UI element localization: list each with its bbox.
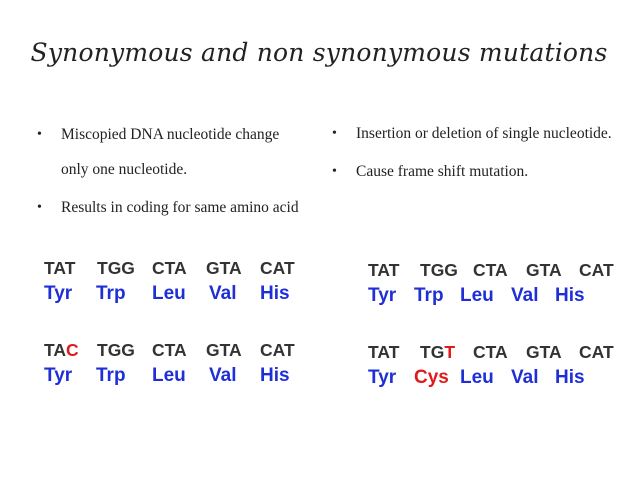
codon: CTA [152, 258, 187, 278]
mutated-base: T [444, 342, 456, 362]
amino-acid: Val [511, 285, 539, 306]
codon-row [44, 338, 304, 362]
amino-acid: Leu [152, 365, 186, 386]
amino-acid: Trp [96, 365, 126, 386]
bullet-icon: • [332, 126, 337, 141]
amino-acid: Leu [460, 285, 494, 306]
amino-acid-row [368, 282, 623, 310]
codon: TAT [368, 260, 400, 280]
amino-acid: His [260, 365, 290, 386]
amino-acid: Trp [414, 285, 444, 306]
codon: GTA [206, 340, 242, 360]
codon-row [368, 340, 623, 364]
codon: CAT [260, 340, 295, 360]
mutated-codon: TGT [420, 342, 456, 362]
bullet-icon: • [332, 164, 337, 179]
amino-acid: Tyr [368, 367, 397, 388]
amino-acid: Tyr [44, 365, 73, 386]
amino-acid: Val [511, 367, 539, 388]
codon: GTA [206, 258, 242, 278]
bullet-item [332, 154, 622, 189]
codon-row [368, 258, 623, 282]
amino-acid: Trp [96, 283, 126, 304]
amino-acid: Leu [152, 283, 186, 304]
bullet-item [37, 117, 307, 187]
codon: GTA [526, 260, 562, 280]
amino-acid: His [555, 285, 585, 306]
amino-acid: Leu [460, 367, 494, 388]
codon: CTA [473, 260, 508, 280]
right-mutant-sequence [368, 340, 623, 392]
codon: CTA [152, 340, 187, 360]
codon: CAT [579, 260, 614, 280]
amino-acid: His [260, 283, 290, 304]
mutated-base: C [66, 340, 79, 360]
codon: TGG [97, 340, 135, 360]
bullet-text: Insertion or deletion of single nucleotide. [356, 125, 612, 142]
codon: TGG [97, 258, 135, 278]
codon: CTA [473, 342, 508, 362]
amino-acid: Val [209, 365, 237, 386]
codon: TAT [368, 342, 400, 362]
codon-row [44, 256, 304, 280]
amino-acid: His [555, 367, 585, 388]
amino-acid-row [44, 362, 304, 390]
codon: CAT [579, 342, 614, 362]
codon: CAT [260, 258, 295, 278]
left-mutant-sequence [44, 338, 304, 390]
bullet-item [332, 116, 622, 151]
bullet-text: Results in coding for same amino acid [61, 199, 299, 216]
bullet-text: Miscopied DNA nucleotide change only one nucleotide. [61, 126, 280, 178]
left-bullet-list [37, 117, 307, 228]
amino-acid-row [368, 364, 623, 392]
slide-title: Synonymous and non synonymous mutations [30, 38, 608, 67]
mutated-codon: TAC [44, 340, 79, 360]
amino-acid: Tyr [44, 283, 73, 304]
bullet-text: Cause frame shift mutation. [356, 163, 529, 180]
codon: TGG [420, 260, 458, 280]
right-original-sequence [368, 258, 623, 310]
amino-acid: Tyr [368, 285, 397, 306]
amino-acid: Val [209, 283, 237, 304]
right-bullet-list [332, 116, 622, 192]
codon: GTA [526, 342, 562, 362]
amino-acid-row [44, 280, 304, 308]
mutated-amino-acid: Cys [414, 367, 449, 388]
bullet-icon: • [37, 200, 42, 215]
bullet-icon: • [37, 127, 42, 142]
left-original-sequence [44, 256, 304, 308]
codon: TAT [44, 258, 76, 278]
bullet-item [37, 190, 307, 225]
